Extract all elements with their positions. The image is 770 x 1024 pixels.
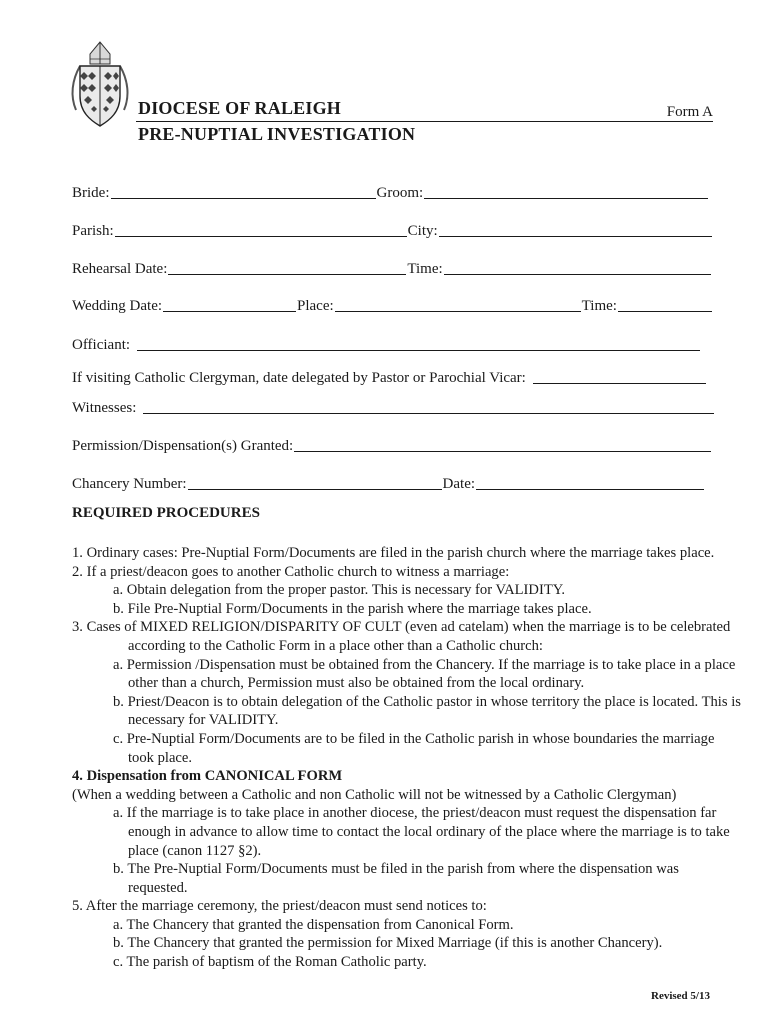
procedure-line: a. Permission /Dispensation must be obtained from the Chancery. If the marriage is to take place in a place other than a church, Permission must also be obtained from the local ordinary. (113, 656, 736, 692)
officiant-row (72, 332, 714, 354)
city-label: City: (407, 223, 438, 239)
wedding-row (72, 293, 714, 315)
permission-label: Permission/Dispensation(s) Granted: (72, 438, 294, 454)
procedure-line: b. File Pre-Nuptial Form/Documents in the parish where the marriage takes place. (113, 600, 592, 617)
diocese-title: DIOCESE OF RALEIGH (138, 98, 341, 118)
parish-field[interactable] (115, 236, 407, 237)
parish-label: Parish: (72, 223, 114, 239)
procedure-line: 3. Cases of MIXED RELIGION/DISPARITY OF CULT (even ad catelam) when the marriage is to be celebrated according to the Catholic Form in a place other than a Catholic church: (72, 619, 731, 654)
permission-row (72, 433, 714, 455)
rehearsal-time-label: Time: (407, 261, 443, 277)
wedding-time-label: Time: (581, 298, 617, 314)
witnesses-label: Witnesses: (72, 400, 137, 416)
procedure-line: 4. Dispensation from CANONICAL FORM (72, 768, 343, 785)
visiting-clergy-date-field[interactable] (533, 383, 706, 384)
groom-label: Groom: (376, 185, 424, 201)
procedure-line: 5. After the marriage ceremony, the priest/deacon must send notices to: (72, 898, 487, 915)
officiant-field[interactable] (137, 350, 700, 351)
parish-city-row (72, 218, 714, 240)
diocese-crest-icon (66, 40, 134, 130)
header-divider (136, 121, 713, 122)
procedure-line: 1. Ordinary cases: Pre-Nuptial Form/Documents are filed in the parish church where the marriage takes place. (72, 545, 715, 561)
procedure-line: a. If the marriage is to take place in another diocese, the priest/deacon must request the dispensation far enough in advance to allow time to contact the local ordinary of the place where the marriage is to take place (canon 1127 §2). (113, 805, 730, 859)
procedure-line: b. Priest/Deacon is to obtain delegation of the Catholic pastor in whose territory the place is located. This is necessary for VALIDITY. (113, 693, 741, 729)
visiting-clergy-row (72, 365, 714, 387)
wedding-date-label: Wedding Date: (72, 298, 163, 314)
procedure-line: c. Pre-Nuptial Form/Documents are to be filed in the Catholic parish in whose boundaries the marriage took place. (113, 730, 715, 766)
visiting-clergy-label: If visiting Catholic Clergyman, date delegated by Pastor or Parochial Vicar: (72, 370, 526, 386)
rehearsal-date-label: Rehearsal Date: (72, 261, 168, 277)
city-field[interactable] (439, 236, 712, 237)
bride-label: Bride: (72, 185, 110, 201)
rehearsal-row (72, 256, 714, 278)
procedure-line: b. The Pre-Nuptial Form/Documents must be filed in the parish from where the dispensation was requested. (113, 861, 679, 896)
wedding-date-field[interactable] (163, 311, 296, 312)
procedure-line: b. The Chancery that granted the permission for Mixed Marriage (if this is another Chancery). (113, 935, 663, 952)
permission-field[interactable] (294, 451, 711, 452)
place-field[interactable] (335, 311, 581, 312)
chancery-number-field[interactable] (188, 489, 442, 490)
date-field[interactable] (476, 489, 704, 490)
witnesses-field[interactable] (143, 413, 714, 414)
procedures-list (72, 544, 742, 972)
wedding-time-field[interactable] (618, 311, 712, 312)
rehearsal-date-field[interactable] (168, 274, 406, 275)
chancery-number-label: Chancery Number: (72, 476, 187, 492)
revision-note: Revised 5/13 (651, 990, 710, 1002)
procedures-heading: REQUIRED PROCEDURES (72, 505, 260, 521)
procedure-line: c. The parish of baptism of the Roman Catholic party. (113, 954, 427, 971)
procedure-line: a. The Chancery that granted the dispensation from Canonical Form. (113, 916, 514, 933)
groom-field[interactable] (424, 198, 708, 199)
bride-field[interactable] (111, 198, 376, 199)
procedure-line: 2. If a priest/deacon goes to another Catholic church to witness a marriage: (72, 563, 510, 580)
date-label: Date: (442, 476, 476, 492)
rehearsal-time-field[interactable] (444, 274, 711, 275)
bride-groom-row (72, 180, 714, 202)
officiant-label: Officiant: (72, 337, 131, 353)
procedure-line: (When a wedding between a Catholic and non Catholic will not be witnessed by a Catholic Clergyman) (72, 786, 677, 803)
place-label: Place: (297, 298, 334, 314)
form-identifier: Form A (666, 104, 713, 120)
form-title: PRE-NUPTIAL INVESTIGATION (138, 124, 416, 144)
chancery-row (72, 471, 714, 493)
witnesses-row (72, 395, 714, 417)
procedure-line: a. Obtain delegation from the proper pastor. This is necessary for VALIDITY. (113, 582, 566, 599)
